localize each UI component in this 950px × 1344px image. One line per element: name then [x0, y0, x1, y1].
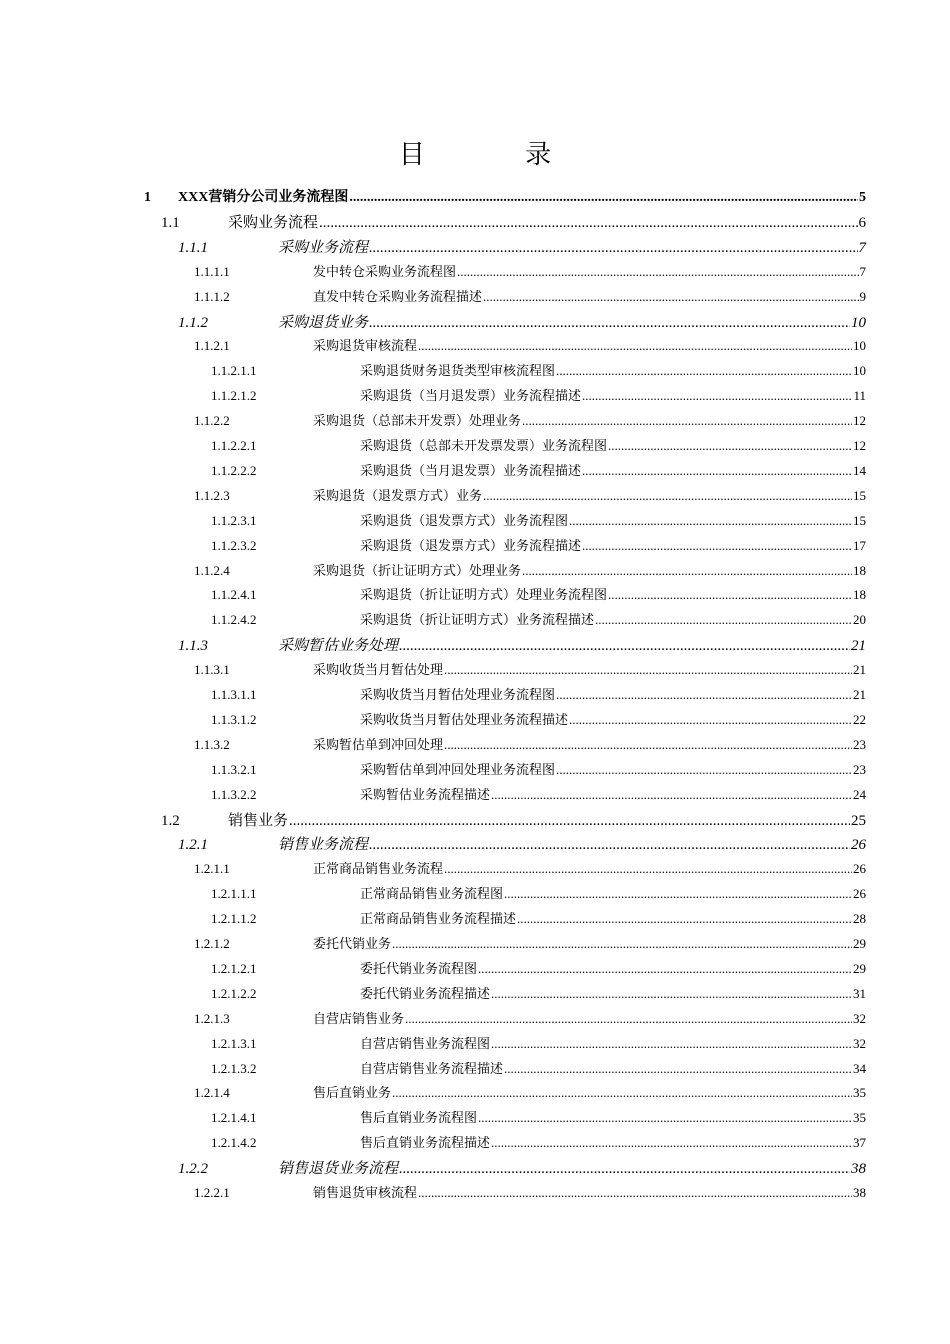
toc-entry-title: 销售业务 — [228, 812, 289, 829]
toc-entry[interactable] — [161, 211, 866, 232]
toc-entry-title: 采购退货（折让证明方式）处理业务流程图 — [360, 587, 608, 603]
toc-entry-page: 20 — [853, 612, 866, 628]
toc-entry-title: 采购收货当月暂估处理业务流程描述 — [360, 711, 569, 727]
toc-entry-number: 1.2.1.2.1 — [211, 960, 257, 976]
toc-entry-page: 24 — [853, 786, 866, 802]
toc-entry-number: 1.2.1.1.1 — [211, 886, 257, 902]
toc-entry[interactable] — [194, 1082, 866, 1101]
toc-entry-page: 26 — [851, 837, 866, 854]
toc-entry[interactable] — [161, 809, 866, 830]
toc-entry-page: 15 — [853, 487, 866, 503]
toc-entry-title: 售后直销业务流程描述 — [360, 1135, 491, 1151]
toc-entry-title: 委托代销业务 — [313, 936, 392, 951]
toc-entry[interactable] — [211, 460, 866, 479]
toc-entry-title: 销售退货审核流程 — [313, 1185, 418, 1200]
toc-entry[interactable] — [178, 311, 866, 332]
toc-leader-dots — [504, 1061, 852, 1077]
toc-entry-page: 18 — [853, 587, 866, 603]
toc-leader-dots — [418, 338, 852, 354]
toc-leader-dots — [392, 1085, 852, 1101]
toc-entry-title: 采购退货（总部未开发票发票）业务流程图 — [360, 438, 608, 453]
toc-entry-number: 1.2.1.3 — [194, 1010, 230, 1026]
toc-entry-page: 37 — [853, 1135, 866, 1151]
toc-entry[interactable] — [178, 1157, 866, 1178]
toc-entry-page: 34 — [853, 1060, 866, 1076]
toc-leader-dots — [444, 662, 852, 678]
toc-entry-title: 采购业务流程 — [228, 214, 319, 231]
toc-entry[interactable] — [211, 759, 866, 778]
toc-entry[interactable] — [211, 385, 866, 404]
toc-entry[interactable] — [211, 958, 866, 977]
toc-entry[interactable] — [211, 1058, 866, 1077]
toc-entry-number: 1 — [144, 190, 151, 205]
toc-entry[interactable] — [211, 360, 866, 379]
toc-entry-number: 1.1.3.1 — [194, 662, 230, 678]
toc-entry[interactable] — [211, 435, 866, 454]
toc-entry-page: 35 — [853, 1085, 866, 1101]
toc-entry-number: 1.1.2.1.2 — [211, 388, 257, 404]
toc-entry[interactable] — [211, 510, 866, 529]
toc-entry-page: 23 — [853, 761, 866, 777]
toc-entry[interactable] — [144, 186, 866, 206]
toc-entry-title: 采购退货（当月退发票）业务流程描述 — [360, 462, 582, 478]
toc-entry-page: 11 — [853, 388, 866, 404]
toc-entry[interactable] — [194, 734, 866, 753]
toc-leader-dots — [369, 240, 857, 257]
toc-entry-page: 28 — [853, 911, 866, 927]
toc-entry-number: 1.1.2.1 — [194, 338, 230, 354]
toc-entry[interactable] — [194, 410, 866, 429]
toc-entry-page: 10 — [853, 338, 866, 354]
toc-entry-page: 25 — [851, 812, 866, 829]
toc-entry[interactable] — [194, 1182, 866, 1201]
toc-entry[interactable] — [211, 908, 866, 927]
toc-entry-number: 1.1.2.2.1 — [211, 438, 257, 453]
toc-entry[interactable] — [178, 833, 866, 854]
toc-leader-dots — [569, 712, 852, 728]
toc-leader-dots — [491, 986, 852, 1002]
toc-leader-dots — [582, 538, 852, 554]
toc-entry-title: 采购退货（退发票方式）业务流程图 — [360, 512, 569, 528]
toc-entry[interactable] — [194, 1008, 866, 1027]
toc-entry-title: 采购退货（退发票方式）业务 — [313, 487, 483, 503]
toc-entry-page: 15 — [853, 512, 866, 528]
toc-entry[interactable] — [194, 659, 866, 678]
toc-entry-title: 正常商品销售业务流程描述 — [360, 911, 517, 927]
toc-entry[interactable] — [194, 560, 866, 579]
toc-entry-number: 1.2.1.4 — [194, 1085, 230, 1101]
toc-leader-dots — [349, 190, 858, 206]
toc-entry-number: 1.1.3.2 — [194, 736, 230, 752]
toc-entry-page: 12 — [853, 413, 866, 429]
toc-entry-title: 发中转仓采购业务流程图 — [313, 263, 457, 279]
toc-entry-page: 31 — [853, 985, 866, 1001]
toc-entry-title: 销售退货业务流程 — [278, 1161, 399, 1178]
toc-entry[interactable] — [211, 1033, 866, 1052]
toc-entry-number: 1.2.1.3.1 — [211, 1035, 257, 1051]
toc-leader-dots — [369, 837, 850, 854]
toc-entry-title: 采购暂估业务流程描述 — [360, 786, 491, 802]
toc-leader-dots — [483, 488, 852, 504]
toc-entry[interactable] — [194, 335, 866, 354]
toc-leader-dots — [319, 215, 857, 232]
toc-entry-title: 采购收货当月暂估处理 — [313, 662, 444, 678]
toc-entry-number: 1.1.2 — [178, 314, 208, 331]
toc-entry-page: 35 — [853, 1110, 866, 1126]
toc-entry-title: 采购退货业务 — [278, 314, 369, 331]
toc-leader-dots — [569, 513, 852, 529]
toc-entry-title: 采购收货当月暂估处理业务流程图 — [360, 687, 556, 702]
toc-entry-page: 5 — [859, 190, 866, 205]
toc-leader-dots — [444, 737, 852, 753]
toc-entry-title: 正常商品销售业务流程图 — [360, 886, 504, 902]
toc-entry-page: 32 — [853, 1035, 866, 1051]
toc-entry-number: 1.1.3.2.1 — [211, 761, 257, 777]
toc-entry[interactable] — [211, 883, 866, 902]
toc-entry-page: 12 — [853, 438, 866, 453]
toc-leader-dots — [522, 413, 852, 429]
toc-entry-page: 7 — [859, 263, 866, 279]
toc-entry-title: 采购业务流程 — [278, 239, 369, 256]
toc-leader-dots — [556, 762, 852, 778]
toc-leader-dots — [369, 315, 850, 332]
toc-entry-page: 14 — [853, 462, 866, 478]
toc-entry-page: 23 — [853, 736, 866, 752]
toc-entry-page: 29 — [853, 960, 866, 976]
toc-entry[interactable] — [211, 983, 866, 1002]
toc-leader-dots — [483, 289, 858, 305]
toc-entry-page: 10 — [853, 363, 866, 379]
toc-entry[interactable] — [211, 709, 866, 728]
toc-leader-dots — [399, 1161, 850, 1178]
toc-leader-dots — [405, 1011, 852, 1027]
toc-entry-page: 26 — [853, 886, 866, 902]
toc-entry-number: 1.2.1.2.2 — [211, 985, 257, 1001]
toc-entry[interactable] — [211, 609, 866, 628]
toc-entry-title: 委托代销业务流程图 — [360, 960, 478, 976]
toc-entry-page: 29 — [853, 936, 866, 951]
toc-entry-number: 1.1.1.1 — [194, 263, 230, 279]
toc-entry-page: 26 — [853, 861, 866, 877]
toc-leader-dots — [608, 587, 852, 603]
toc-entry[interactable] — [211, 784, 866, 803]
toc-entry-title: 采购退货（折让证明方式）处理业务 — [313, 562, 522, 578]
toc-entry[interactable] — [194, 261, 866, 280]
toc-entry-page: 22 — [853, 711, 866, 727]
toc-entry-number: 1.2.1.4.2 — [211, 1135, 257, 1151]
toc-entry-number: 1.1.3.1.2 — [211, 711, 257, 727]
toc-leader-dots — [478, 961, 852, 977]
toc-entry-page: 21 — [853, 687, 866, 702]
toc-entry-title: 自营店销售业务流程图 — [360, 1035, 491, 1051]
toc-entry-title: 正常商品销售业务流程 — [313, 861, 444, 877]
toc-entry-title: 自营店销售业务流程描述 — [360, 1060, 504, 1076]
toc-leader-dots — [582, 388, 852, 404]
toc-entry-page: 21 — [853, 662, 866, 678]
toc-entry[interactable] — [211, 1132, 866, 1151]
toc-entry-title: 销售业务流程 — [278, 837, 369, 854]
toc-entry-number: 1.1.2.2.2 — [211, 462, 257, 478]
toc-entry[interactable] — [178, 634, 866, 655]
toc-entry-page: 17 — [853, 537, 866, 553]
toc-entry-title: 自营店销售业务 — [313, 1010, 405, 1026]
toc-entry[interactable] — [194, 485, 866, 504]
toc-entry-number: 1.2 — [161, 812, 180, 829]
toc-entry[interactable] — [211, 535, 866, 554]
toc-entry-number: 1.1.3.1.1 — [211, 687, 257, 702]
toc-entry-page: 10 — [851, 314, 866, 331]
page-title: 目 录 — [398, 140, 598, 170]
toc-entry-title: 采购退货（退发票方式）业务流程描述 — [360, 537, 582, 553]
toc-entry-title: 采购暂估业务处理 — [278, 638, 399, 655]
toc-entry-number: 1.2.1.3.2 — [211, 1060, 257, 1076]
toc-entry[interactable] — [194, 286, 866, 305]
toc-entry-number: 1.2.2 — [178, 1161, 208, 1178]
toc-entry-title: 委托代销业务流程描述 — [360, 985, 491, 1001]
toc-entry-title: 采购退货（当月退发票）业务流程描述 — [360, 388, 582, 404]
toc-entry-page: 32 — [853, 1010, 866, 1026]
toc-entry-number: 1.1.2.3 — [194, 487, 230, 503]
toc-entry-number: 1.1 — [161, 214, 180, 231]
toc-entry[interactable] — [194, 858, 866, 877]
toc-entry-number: 1.1.3 — [178, 638, 208, 655]
toc-entry-number: 1.1.2.3.1 — [211, 512, 257, 528]
toc-leader-dots — [491, 787, 852, 803]
toc-entry[interactable] — [211, 1107, 866, 1126]
toc-leader-dots — [517, 911, 852, 927]
toc-entry-number: 1.2.2.1 — [194, 1185, 230, 1200]
toc-entry-number: 1.2.1 — [178, 837, 208, 854]
toc-leader-dots — [491, 1135, 852, 1151]
toc-entry-title: 采购暂估单到冲回处理业务流程图 — [360, 761, 556, 777]
toc-entry[interactable] — [194, 933, 866, 952]
toc-entry-title: 采购退货审核流程 — [313, 338, 418, 354]
toc-entry-number: 1.1.1 — [178, 239, 208, 256]
toc-entry-page: 9 — [859, 288, 866, 304]
toc-entry-number: 1.1.2.4 — [194, 562, 230, 578]
toc-entry-number: 1.1.2.4.2 — [211, 612, 257, 628]
toc-entry-title: 采购退货（折让证明方式）业务流程描述 — [360, 612, 595, 628]
toc-entry-title: 采购暂估单到冲回处理 — [313, 736, 444, 752]
toc-leader-dots — [556, 363, 852, 379]
toc-leader-dots — [504, 886, 852, 902]
toc-leader-dots — [399, 638, 850, 655]
toc-entry-number: 1.1.2.3.2 — [211, 537, 257, 553]
toc-leader-dots — [595, 612, 852, 628]
toc-entry[interactable] — [211, 584, 866, 603]
toc-leader-dots — [392, 936, 852, 952]
toc-entry-page: 7 — [858, 239, 866, 256]
toc-entry[interactable] — [178, 236, 866, 257]
toc-entry-title: 直发中转仓采购业务流程描述 — [313, 288, 483, 304]
toc-leader-dots — [418, 1185, 852, 1201]
toc-leader-dots — [289, 813, 850, 830]
toc-leader-dots — [457, 264, 858, 280]
toc-entry-page: 21 — [851, 638, 866, 655]
toc-entry-title: 采购退货（总部未开发票）处理业务 — [313, 413, 522, 429]
toc-entry-title: 售后直销业务 — [313, 1085, 392, 1101]
toc-entry-number: 1.1.1.2 — [194, 288, 230, 304]
toc-entry-page: 18 — [853, 562, 866, 578]
toc-entry[interactable] — [211, 684, 866, 703]
toc-entry-number: 1.1.2.2 — [194, 413, 230, 429]
toc-leader-dots — [444, 861, 852, 877]
toc-entry-number: 1.2.1.2 — [194, 936, 230, 951]
toc-entry-number: 1.1.2.4.1 — [211, 587, 257, 603]
toc-leader-dots — [522, 563, 852, 579]
toc-leader-dots — [582, 463, 852, 479]
toc-leader-dots — [556, 687, 852, 703]
toc-entry-page: 6 — [858, 214, 866, 231]
toc-entry-number: 1.2.1.1.2 — [211, 911, 257, 927]
toc-entry-number: 1.2.1.1 — [194, 861, 230, 877]
toc-entry-number: 1.2.1.4.1 — [211, 1110, 257, 1126]
toc-leader-dots — [608, 438, 852, 454]
toc-entry-page: 38 — [853, 1185, 866, 1200]
toc-leader-dots — [478, 1110, 852, 1126]
toc-entry-page: 38 — [851, 1161, 866, 1178]
toc-leader-dots — [491, 1036, 852, 1052]
toc-entry-title: 采购退货财务退货类型审核流程图 — [360, 363, 556, 379]
toc-entry-number: 1.1.2.1.1 — [211, 363, 257, 379]
toc-entry-title: 售后直销业务流程图 — [360, 1110, 478, 1126]
toc-entry-title: XXX营销分公司业务流程图 — [178, 190, 349, 205]
toc-entry-number: 1.1.3.2.2 — [211, 786, 257, 802]
